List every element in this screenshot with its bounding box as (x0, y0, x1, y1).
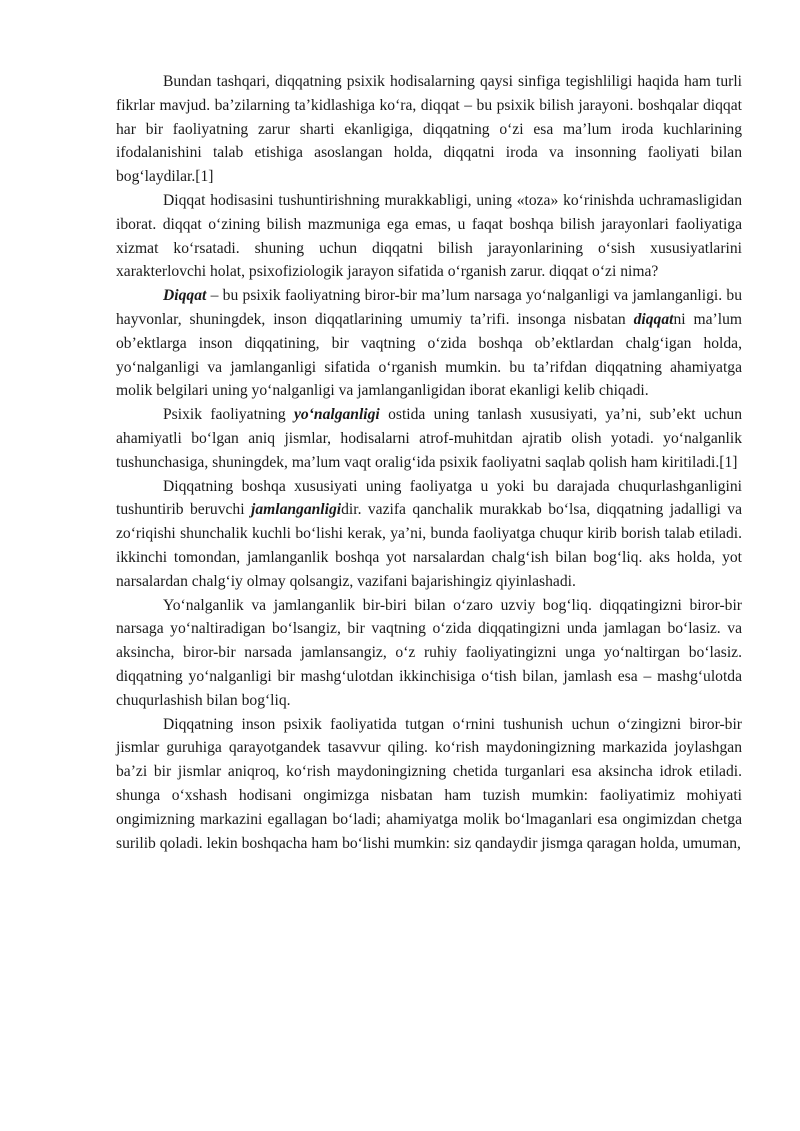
paragraph-text: dir. vazifa qanchalik murakkab bo‘lsa, diqqatning jadalligi va zo‘riqishi shunchalik kuchli bo‘lishi kerak, ya’ni, bunda faoliyatga chuqur kirib borish talab etiladi. ikkinchi tomondan, jamlanganlik boshqa yot narsalardan chalg‘ish bilan bog‘liq. aks holda, yot narsalardan chalg‘iy olmay qolsangiz, vazifani bajarishingiz qiyinlashadi. (116, 501, 742, 590)
paragraph-4 (116, 403, 742, 474)
paragraph-text: – bu psixik faoliyatning biror-bir ma’lum narsaga yo‘nalganligi va jamlanganligi. bu hayvonlar, shuningdek, inson diqqatlarining umumiy ta’rifi. insonga nisbatan (116, 287, 742, 328)
paragraph-3 (116, 284, 742, 403)
paragraph-text: ostida uning tanlash xususiyati, ya’ni, sub’ekt uchun ahamiyatli bo‘lgan aniq jismlar, hodisalarni atrof-muhitdan ajratib olish yotadi. yo‘nalganlik tushunchasiga, shuningdek, ma’lum vaqt oralig‘ida psixik faoliyatni saqlab qolish ham kiritiladi.[1] (116, 406, 742, 471)
paragraph-1 (116, 70, 742, 189)
term-jamlanganligi: jamlanganligi (250, 501, 342, 519)
paragraph-text: Psixik faoliyatning (163, 406, 294, 424)
term-yonalganligi: yo‘nalganligi (293, 406, 380, 424)
paragraph-text: Yo‘nalganlik va jamlanganlik bir-biri bilan o‘zaro uzviy bog‘liq. diqqatingizni biror-bir narsaga yo‘naltiradigan bo‘lsangiz, bir vaqtning o‘zida diqqatingizni unda jamlagan bo‘lasiz. va aksincha, biror-bir narsada jamlansangiz, o‘z ruhiy faoliyatingizni unga yo‘naltirgan bo‘lasiz. diqqatning yo‘nalganligi bir mashg‘ulotdan ikkinchisiga o‘tish bilan, jamlash esa – mashg‘ulotda chuqurlashish bilan bog‘liq. (116, 596, 742, 709)
document-page (116, 70, 742, 855)
paragraph-text: Diqqat hodisasini tushuntirishning murakkabligi, uning «toza» ko‘rinishda uchramasligidan iborat. diqqat o‘zining bilish mazmuniga ega emas, u faqat boshqa bilish jarayonlari faoliyatiga xizmat ko‘rsatadi. shuning uchun diqqatni bilish jarayonlarining o‘sish xususiyatlarini xarakterlovchi holat, psixofiziologik jarayon sifatida o‘rganish zarur. diqqat o‘zi nima? (116, 191, 742, 281)
paragraph-text: Diqqatning inson psixik faoliyatida tutgan o‘rnini tushunish uchun o‘zingizni biror-bir jismlar guruhiga qarayotgandek tasavvur qiling. ko‘rish maydoningizning markazida joylashgan ba’zi bir jismlar aniqroq, ko‘rish maydoningizning chetida turganlari esa aksincha idrok etiladi. shunga o‘xshash hodisani ongimizga nisbatan ham tuzish mumkin: faoliyatimiz mohiyati ongimizning markazini egallagan bo‘ladi; ahamiyatga molik bo‘lmaganlari esa ongimizdan chetga surilib qoladi. lekin boshqacha ham bo‘lishi mumkin: siz qandaydir jismga qaragan holda, umuman, (116, 715, 742, 852)
paragraph-text: Diqqatning boshqa xususiyati uning faoliyatga u yoki bu darajada chuqurlashganligini tushuntirib beruvchi (116, 477, 742, 519)
paragraph-text: ni ma’lum ob’ektlarga inson diqqatining, bir vaqtning o‘zida boshqa ob’ektlardan chalg‘igan holda, yo‘nalganligi va jamlanganligi sifatida o‘rganish mumkin. bu ta’rifdan diqqatning ahamiyatga molik belgilari uning yo‘nalganligi va jamlanganligidan iborat ekanligi kelib chiqadi. (116, 310, 742, 400)
paragraph-text: Bundan tashqari, diqqatning psixik hodisalarning qaysi sinfiga tegishliligi haqida ham turli fikrlar mavjud. ba’zilarning ta’kidlashiga ko‘ra, diqqat – bu psixik bilish jarayoni. boshqalar diqqat har bir faoliyatning zarur sharti ekanligiga, diqqatning o‘zi esa ma’lum iroda kuchlarining ifodalanishini talab etishiga asoslangan holda, diqqatni iroda va insonning faoliyati bilan bog‘laydilar.[1] (116, 73, 742, 186)
paragraph-6 (116, 594, 742, 713)
paragraph-2 (116, 189, 742, 284)
paragraph-7 (116, 713, 742, 856)
term-diqqat: Diqqat (163, 287, 207, 305)
term-diqqat-inline: diqqat (633, 310, 674, 328)
paragraph-5 (116, 475, 742, 594)
